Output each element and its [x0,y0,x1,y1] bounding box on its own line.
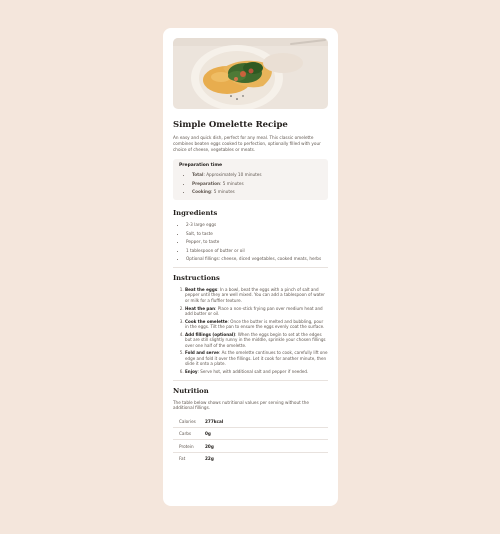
list-item: • Optional fillings: cheese, diced vegetables, cooked meats, herbs [186,256,328,261]
preparation-time-box [173,159,328,200]
recipe-card [163,28,338,506]
instruction-step: 3. Cook the omelette: Once the butter is melted and bubbling, pour in the eggs. Tilt the pan to ensure the eggs evenly coat the surface. [185,319,328,330]
recipe-intro: An easy and quick dish, perfect for any meal. This classic omelette combines beaten eggs cooked to perfection, optionally filled with your choice of cheese, vegetables or meats. [173,135,321,152]
prep-item-total: • Total: Approximately 10 minutes [192,172,322,177]
preparation-list [179,172,322,194]
list-item: • 2-3 large eggs [186,222,328,227]
list-item: • Salt, to taste [186,231,328,236]
instruction-step: 4. Add fillings (optional): When the eggs begin to set at the edges but are still slightly runny in the middle, sprinkle your chosen fillings over one half of the omelette. [185,332,328,348]
divider [173,380,328,381]
preparation-heading: Preparation time [179,163,223,168]
divider [173,267,328,268]
list-item: • 1 tablespoon of butter or oil [186,248,328,253]
prep-item-preparation: • Preparation: 5 minutes [192,181,322,186]
prep-item-cooking: • Cooking: 5 minutes [192,189,322,194]
instructions-heading: Instructions [173,274,220,282]
instruction-step: 2. Heat the pan: Place a non-stick frying pan over medium heat and add butter or oil. [185,306,328,317]
nutrition-description: The table below shows nutritional values per serving without the additional fillings. [173,400,309,411]
ingredients-list [173,222,328,261]
ingredients-heading: Ingredients [173,209,218,217]
table-row: Protein 20g [173,440,328,452]
table-row: Carbs 0g [173,427,328,439]
instruction-step: 5. Fold and serve: As the omelette continues to cook, carefully lift one edge and fold it over the fillings. Let it cook for another minute, then slide it onto a plate. [185,350,328,366]
instruction-step: 1. Beat the eggs: In a bowl, beat the eggs with a pinch of salt and pepper until they are well mixed. You can add a tablespoon of water or milk for a fluffier texture. [185,287,328,303]
omelette-photo [173,38,328,109]
table-row: Fat 22g [179,455,214,461]
list-item: • Pepper, to taste [186,239,328,244]
instruction-step: 6. Enjoy: Serve hot, with additional salt and pepper if needed. [185,369,328,374]
instructions-list [173,287,328,374]
nutrition-heading: Nutrition [173,387,209,396]
recipe-title: Simple Omelette Recipe [173,120,288,130]
table-row: Calories 277kcal [173,416,328,428]
nutrition-table [173,416,328,465]
